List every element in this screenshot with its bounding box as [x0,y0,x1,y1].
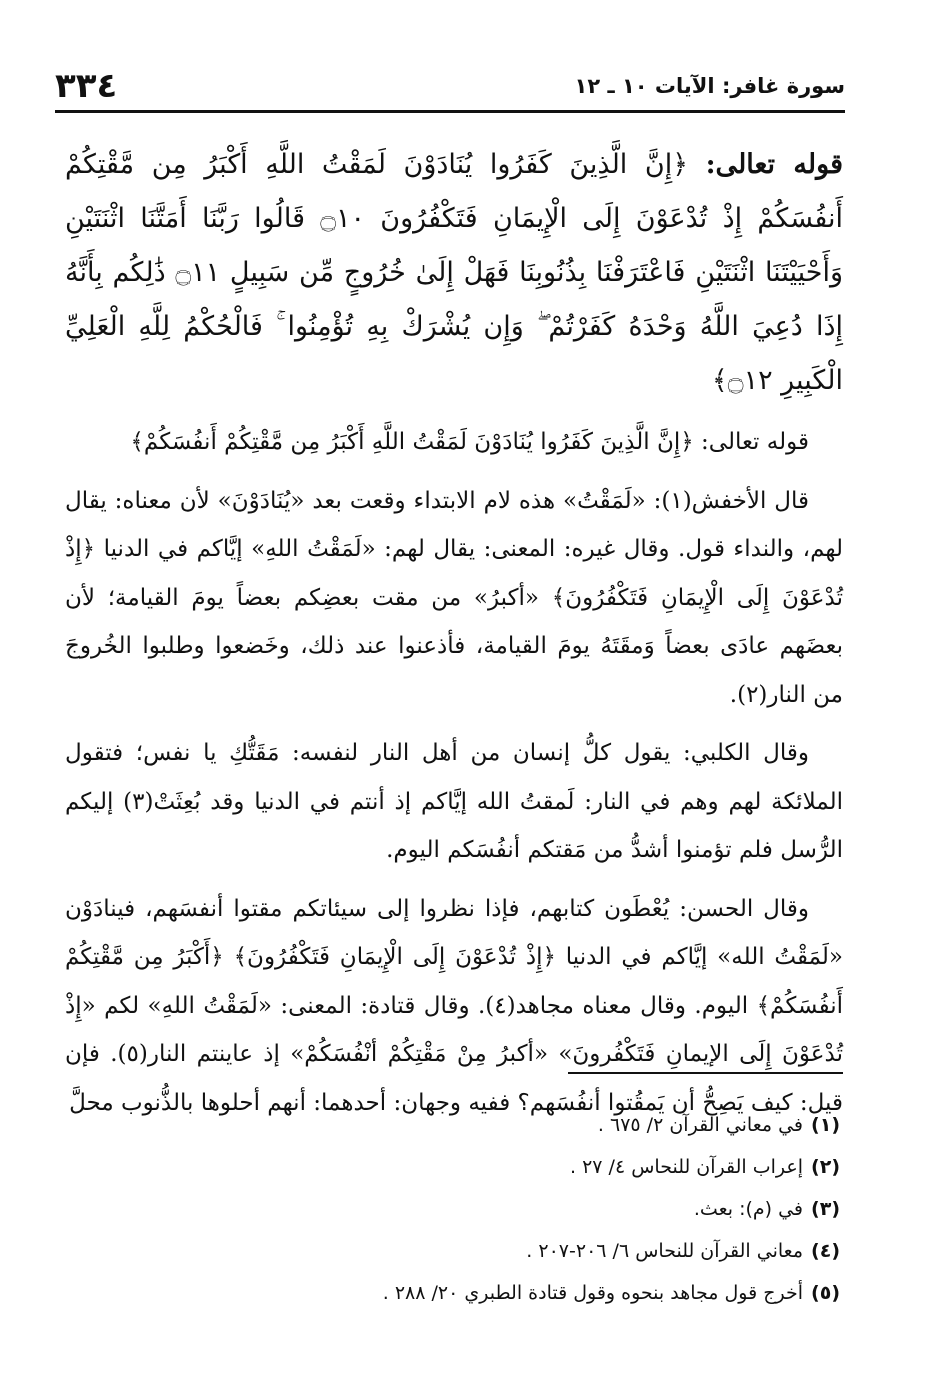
footnote-2 [80,1146,840,1188]
quran-verse: ﴿إِنَّ الَّذِينَ كَفَرُوا يُنَادَوْنَ لَمَقْتُ اللَّهِ أَكْبَرُ مِن مَّقْتِكُمْ أَنفُسَكُمْ إِذْ تُدْعَوْنَ إِلَى الْإِيمَانِ فَتَكْفُرُونَ ۝١٠ قَالُوا رَبَّنَا أَمَتَّنَا اثْنَتَيْنِ وَأَحْيَيْتَنَا اثْنَتَيْنِ فَاعْتَرَفْنَا بِذُنُوبِنَا فَهَلْ إِلَىٰ خُرُوجٍ مِّن سَبِيلٍ ۝١١ ذَٰلِكُم بِأَنَّهُ إِذَا دُعِيَ اللَّهُ وَحْدَهُ كَفَرْتُمْ ۖ وَإِن يُشْرَكْ بِهِ تُؤْمِنُوا ۚ فَالْحُكْمُ لِلَّهِ الْعَلِيِّ الْكَبِيرِ ۝١٢﴾ [65,149,843,396]
footnote-text: إعراب القرآن للنحاس ٤/ ٢٧ . [569,1156,804,1178]
footnote-text: أخرج قول مجاهد بنحوه وقول قتادة الطبري ٢٠/ ٢٨٨ . [382,1282,804,1304]
footnote-text: في (م): بعث. [693,1198,804,1220]
footnote-4 [80,1230,840,1272]
page-number: ٣٣٤ [55,66,118,106]
footnote-text: في معاني القرآن ٢/ ٦٧٥ . [597,1114,804,1136]
paragraph-3: وقال الكلبي: يقول كلُّ إنسان من أهل النار لنفسه: مَقَتُّكِ يا نفس؛ فتقول الملائكة لهم وهم في النار: لَمقتُ الله إيَّاكم إذ أنتم في الدنيا وقد بُعِثَتْ(٣) إليكم الرُّسل فلم تؤمنوا أشدُّ من مَقتكم أنفُسَكم اليوم. [65,740,843,863]
footnotes [80,1104,840,1314]
paragraph-4: وقال الحسن: يُعْطَون كتابهم، فإذا نظروا إلى سيئاتكم مقتوا أنفسَهم، فينادَوْن «لَمَقْتُ الله» إيَّاكم في الدنيا ﴿إِذْ تُدْعَوْنَ إِلَى الْإِيمَانِ فَتَكْفُرُونَ﴾ ﴿أَكْبَرُ مِن مَّقْتِكُمْ أَنفُسَكُمْ﴾ اليوم. وقال معناه مجاهد(٤). وقال قتادة: المعنى: «لَمَقْتُ اللهِ» لكم «إِذْ تُدْعَوْنَ إِلَى الإيمانِ فَتَكْفُرونَ» «أكبرُ مِنْ مَقْتِكُمْ أنْفُسَكُمْ» إذ عاينتم النار(٥). فإن قيل: كيف يَصِحُّ أن يَمقُتوا أنفُسَهم؟ ففيه وجهان: أحدهما: أنهم أحلوها بالذُّنوب محلَّ [65,895,844,1116]
footnote-number: (٥) [811,1282,840,1304]
footnote-1 [80,1104,840,1146]
page-body [65,128,843,1137]
footnote-number: (٤) [811,1240,840,1262]
footnote-text: معاني القرآن للنحاس ٦/ ٢٠٦-٢٠٧ . [526,1240,804,1262]
paragraph-1: قوله تعالى: ﴿إِنَّ الَّذِينَ كَفَرُوا يُنَادَوْنَ لَمَقْتُ اللَّهِ أَكْبَرُ مِن مَّقْتِكُمْ أَنفُسَكُمْ﴾ [130,429,809,455]
intro-label: قوله تعالى: [705,149,843,180]
paragraph-2: قال الأخفش(١): «لَمَقْتُ» هذه لام الابتداء وقعت بعد «يُنَادَوْنَ» لأن معناه: يقال لهم، والنداء قول. وقال غيره: المعنى: يقال لهم: «لَمَقْتُ اللهِ» إيَّاكم في الدنيا ﴿إِذْ تُدْعَوْنَ إِلَى الْإِيمَانِ فَتَكْفُرُونَ﴾ «أكبرُ» من مقت بعضِكم بعضاً يومَ القيامة؛ لأن بعضَهم عادَى بعضاً وَمقَتَهُ يومَ القيامة، فأذعنوا عند ذلك، وخَضعوا وطلبوا الخُروجَ من النار(٢). [65,487,843,708]
footnote-number: (٣) [811,1198,840,1220]
footnote-5 [80,1272,840,1314]
footnote-number: (١) [811,1114,840,1136]
page-header [55,62,845,113]
running-title: سورة غافر: الآيات ١٠ ـ ١٢ [574,74,845,98]
intro-verse-block [65,138,843,408]
footnote-separator [568,1072,843,1074]
footnote-3 [80,1188,840,1230]
footnote-number: (٢) [811,1156,840,1178]
